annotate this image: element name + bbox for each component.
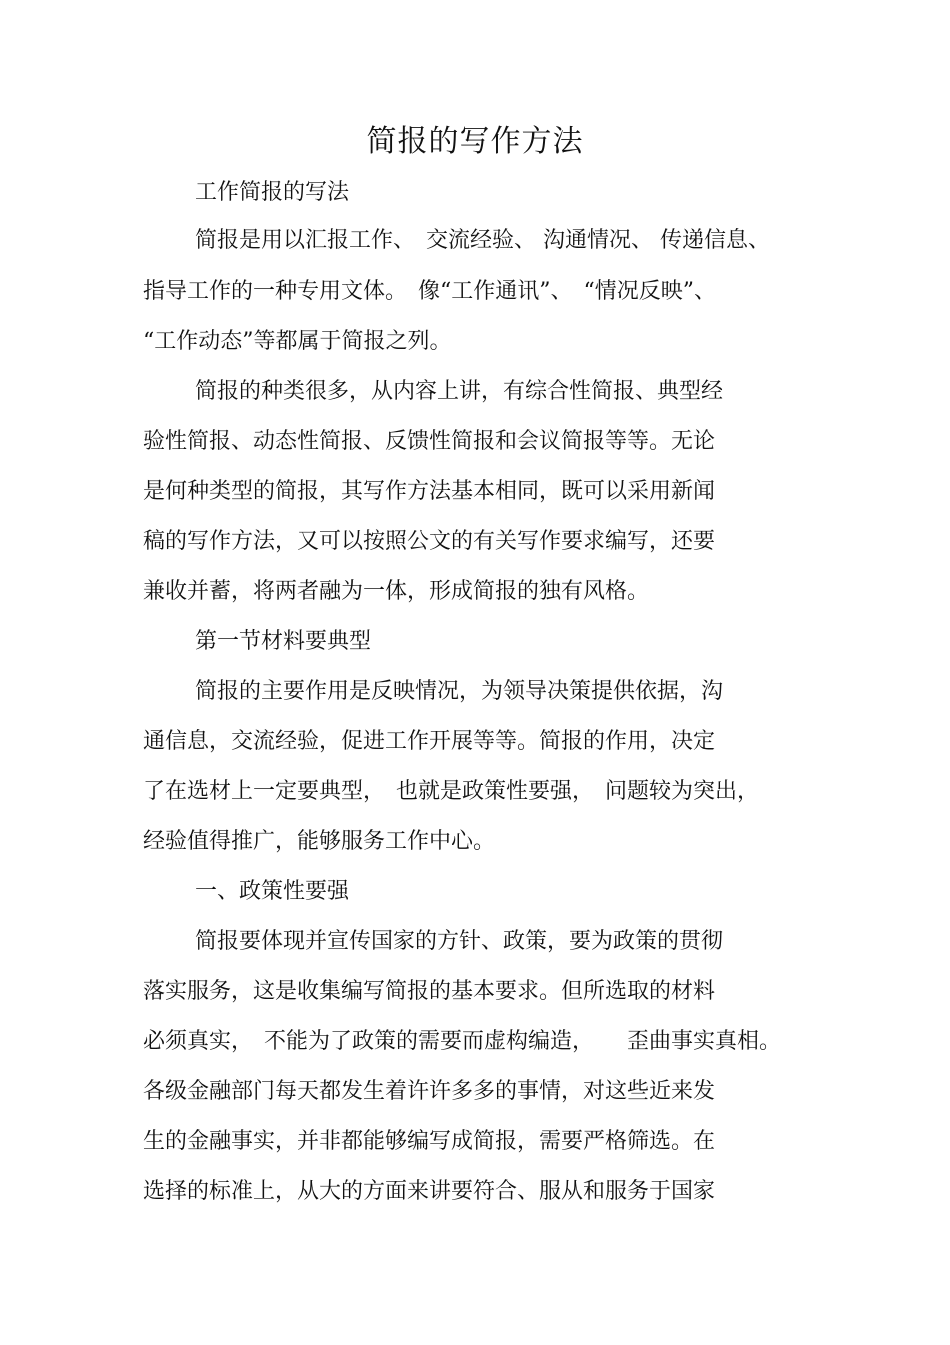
paragraph-line: 通信息，交流经验，促进工作开展等等。简报的作用，决定 <box>143 729 716 754</box>
paragraph-line: 选择的标准上，从大的方面来讲要符合、服从和服务于国家 <box>143 1179 716 1204</box>
paragraph-line: 验性简报、动态性简报、反馈性简报和会议简报等等。无论 <box>143 429 716 454</box>
paragraph-line: 简报是用以汇报工作、 交流经验、 沟通情况、 传递信息、 <box>195 228 770 253</box>
section-heading: 第一节材料要典型 <box>195 629 372 654</box>
section-heading: 工作简报的写法 <box>195 180 350 205</box>
paragraph-line: 各级金融部门每天都发生着许许多多的事情，对这些近来发 <box>143 1079 716 1104</box>
paragraph-line: 简报要体现并宣传国家的方针、政策，要为政策的贯彻 <box>195 929 724 954</box>
paragraph-line: “工作动态”等都属于简报之列。 <box>143 329 452 354</box>
paragraph-line: 简报的种类很多，从内容上讲，有综合性简报、典型经 <box>195 379 724 404</box>
paragraph-line: 生的金融事实，并非都能够编写成简报，需要严格筛选。在 <box>143 1129 716 1154</box>
section-heading: 一、政策性要强 <box>195 879 350 904</box>
paragraph-line: 指导工作的一种专用文体。 像“工作通讯”、 “情况反映”、 <box>143 279 716 304</box>
paragraph-line: 简报的主要作用是反映情况，为领导决策提供依据，沟 <box>195 679 724 704</box>
paragraph-line: 是何种类型的简报，其写作方法基本相同，既可以采用新闻 <box>143 479 716 504</box>
paragraph-line: 经验值得推广，能够服务工作中心。 <box>143 829 496 854</box>
paragraph-line: 了在选材上一定要典型， 也就是政策性要强， 问题较为突出， <box>143 779 760 804</box>
paragraph-line: 落实服务，这是收集编写简报的基本要求。但所选取的材料 <box>143 979 716 1004</box>
document-title: 简报的写作方法 <box>366 124 584 159</box>
paragraph-line: 必须真实， 不能为了政策的需要而虚构编造， 歪曲事实真相。 <box>143 1029 782 1054</box>
paragraph-line: 稿的写作方法，又可以按照公文的有关写作要求编写，还要 <box>143 529 716 554</box>
paragraph-line: 兼收并蓄，将两者融为一体，形成简报的独有风格。 <box>143 579 650 604</box>
